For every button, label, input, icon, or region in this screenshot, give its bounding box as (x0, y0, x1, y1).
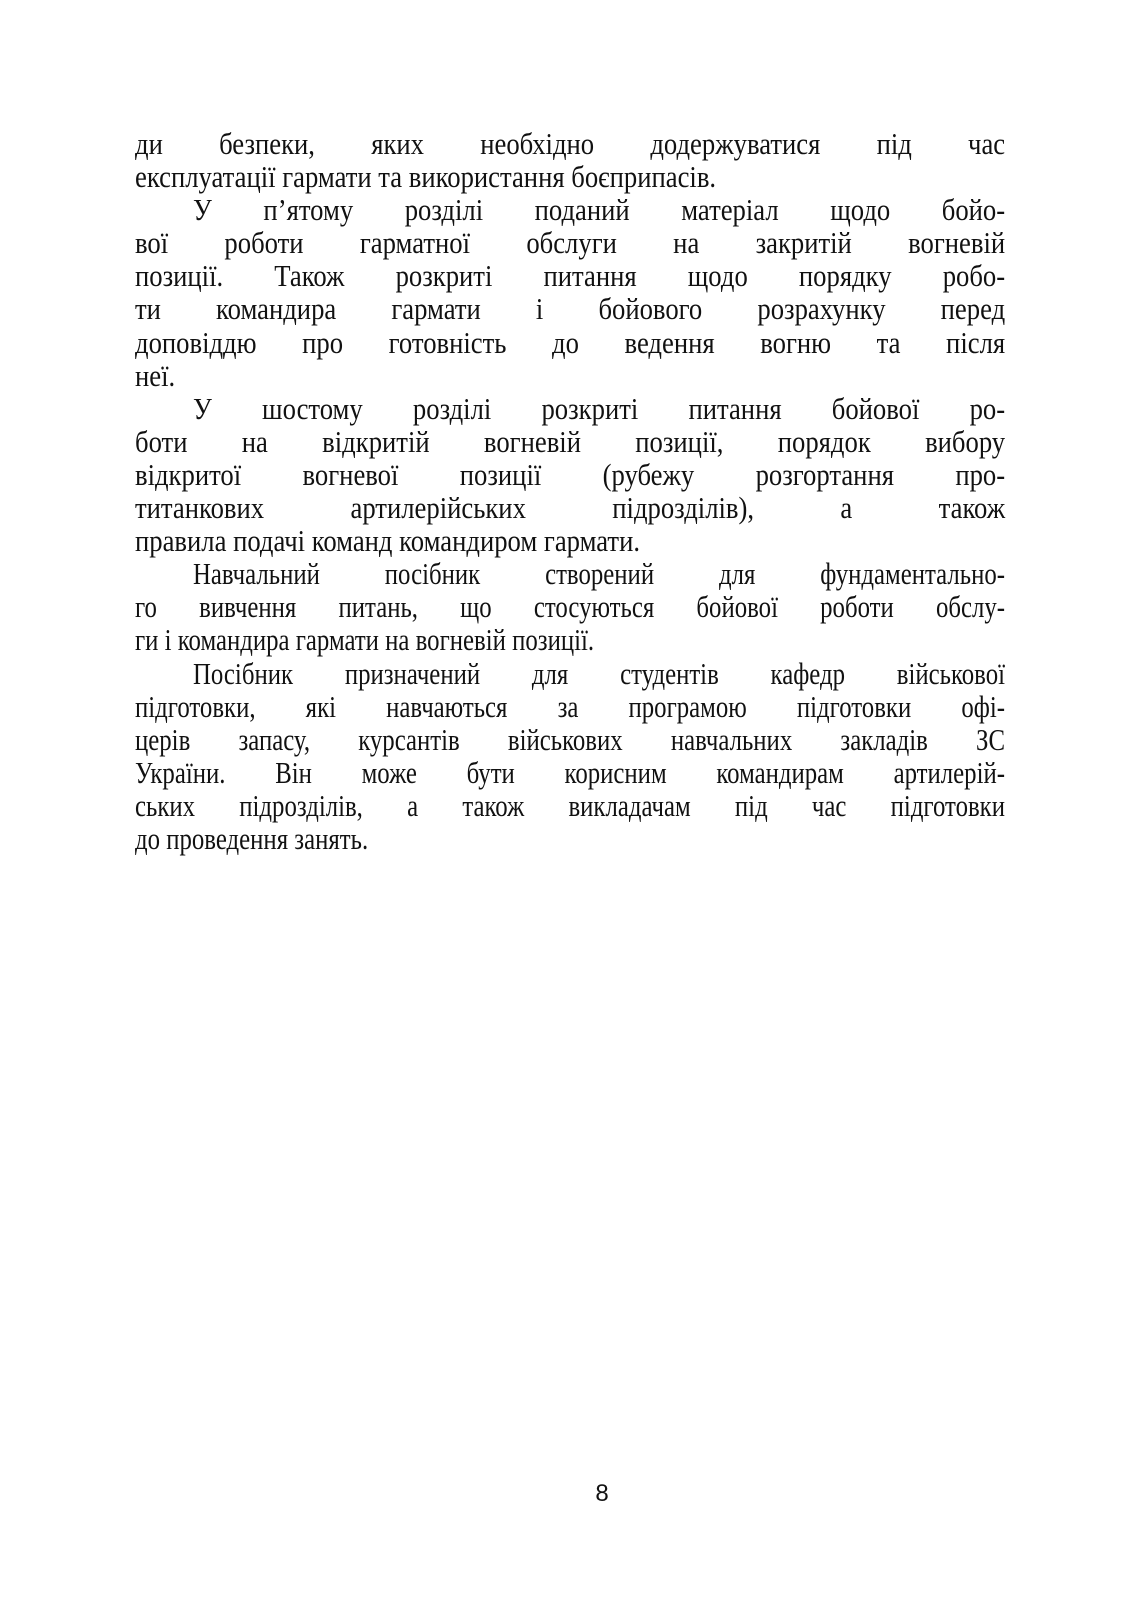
text-line: церів запасу, курсантів військових навчальних закладів ЗС (135, 721, 1005, 757)
text-line: ди безпеки, яких необхідно додержуватися під час (135, 126, 1006, 161)
text-line: України. Він може бути корисним командирам артилерій- (135, 754, 1005, 790)
text-line: неї. (135, 357, 176, 393)
page-number: 8 (595, 1480, 609, 1507)
text-line: експлуатації гармати та використання боєприпасів. (135, 159, 717, 195)
text-line: вої роботи гарматної обслуги на закритій вогневій (135, 225, 1006, 261)
text-line: титанкових артилерійських підрозділів), а також (135, 490, 1006, 526)
text-line: Навчальний посібник створений для фундаментально- (193, 556, 1005, 592)
text-line: У шостому розділі розкриті питання бойової ро- (193, 390, 1006, 426)
text-line: боти на відкритій вогневій позиції, порядок вибору (135, 423, 1006, 459)
text-line: доповіддю про готовність до ведення вогню та після (135, 324, 1006, 360)
text-line: підготовки, які навчаються за програмою підготовки офі- (135, 688, 1005, 724)
text-line: відкритої вогневої позиції (рубежу розгортання про- (135, 456, 1006, 492)
text-line: ти командира гармати і бойового розрахунку перед (135, 291, 1006, 327)
body-text (135, 127, 1005, 855)
text-line: позиції. Також розкриті питання щодо порядку робо- (135, 258, 1006, 294)
text-line: го вивчення питань, що стосуються бойової роботи обслу- (135, 589, 1005, 625)
text-line: до проведення занять. (135, 820, 369, 856)
text-line: ги і командира гармати на вогневій позиції. (135, 622, 595, 658)
text-line: Посібник призначений для студентів кафедр військової (193, 655, 1005, 691)
text-line: У п’ятому розділі поданий матеріал щодо бойо- (193, 192, 1006, 228)
text-line: правила подачі команд командиром гармати. (135, 523, 641, 559)
text-line: ських підрозділів, а також викладачам під час підготовки (135, 787, 1005, 823)
